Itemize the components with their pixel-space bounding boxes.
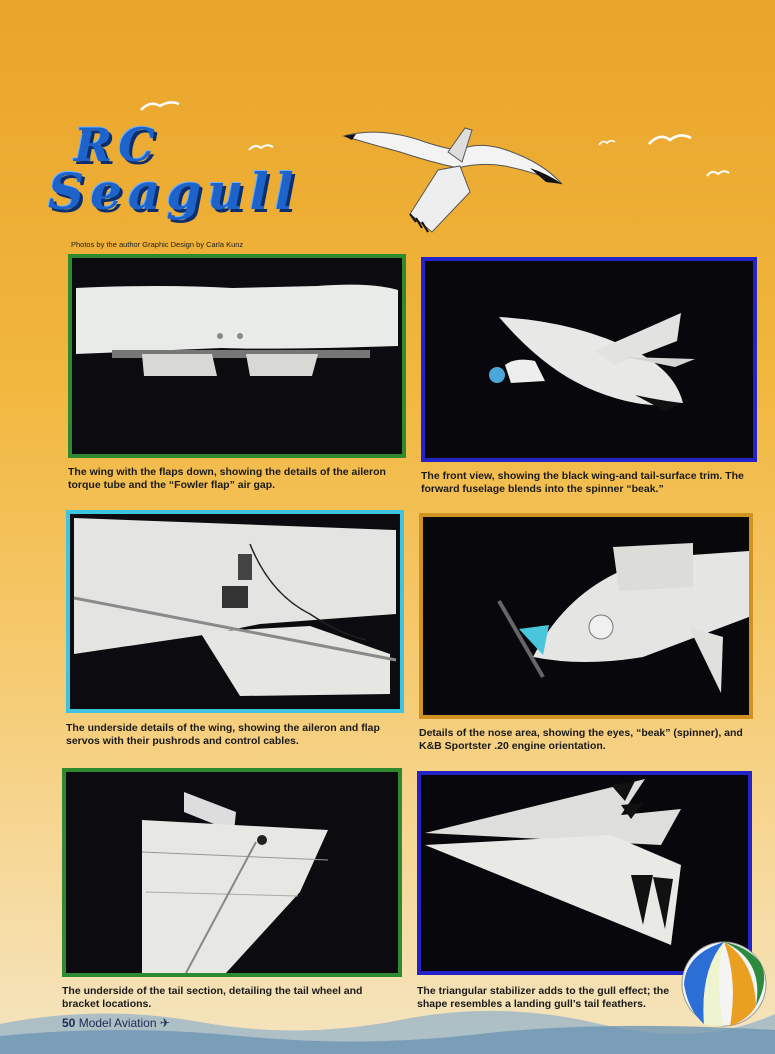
page-footer <box>62 1016 170 1030</box>
photo-wing-underside <box>66 510 404 713</box>
photo-tail-underside <box>62 768 402 977</box>
photo-credits: Photos by the author Graphic Design by Carla Kunz <box>71 240 244 249</box>
beach-ball-icon <box>680 940 768 1028</box>
photo-caption: The wing with the flaps down, showing the details of the aileron torque tube and the “Fowler flap” air gap. <box>68 466 386 491</box>
photo-front-view <box>421 257 757 462</box>
seagull-silhouette-icon <box>706 168 730 178</box>
airplane-icon: ✈ <box>159 1016 170 1030</box>
photo-caption: The underside of the tail section, detailing the tail wheel and bracket locations. <box>62 985 363 1010</box>
seagull-silhouette-icon <box>598 138 616 146</box>
photo-caption: The underside details of the wing, showing the aileron and flap servos with their pushrods and control cables. <box>66 722 380 747</box>
article-title <box>48 118 378 228</box>
photo-caption: The triangular stabilizer adds to the gull effect; the shape resembles a landing gull’s tail feathers. <box>417 985 670 1010</box>
page-number: 50 <box>62 1016 76 1030</box>
magazine-name: Model Aviation <box>78 1016 157 1030</box>
seagull-plane-illustration <box>340 122 565 244</box>
photo-wing-flaps <box>68 254 406 458</box>
photo-caption: The front view, showing the black wing-and tail-surface trim. The forward fuselage blends into the spinner “beak.” <box>421 470 744 495</box>
photo-caption: Details of the nose area, showing the eyes, “beak” (spinner), and K&B Sportster .20 engine orientation. <box>419 727 743 752</box>
seagull-silhouette-icon <box>140 98 180 112</box>
seagull-silhouette-icon <box>648 130 692 146</box>
title-line-2: Seagull <box>48 162 300 221</box>
title-line-1: RC <box>74 118 161 172</box>
photo-nose-area <box>419 513 753 719</box>
